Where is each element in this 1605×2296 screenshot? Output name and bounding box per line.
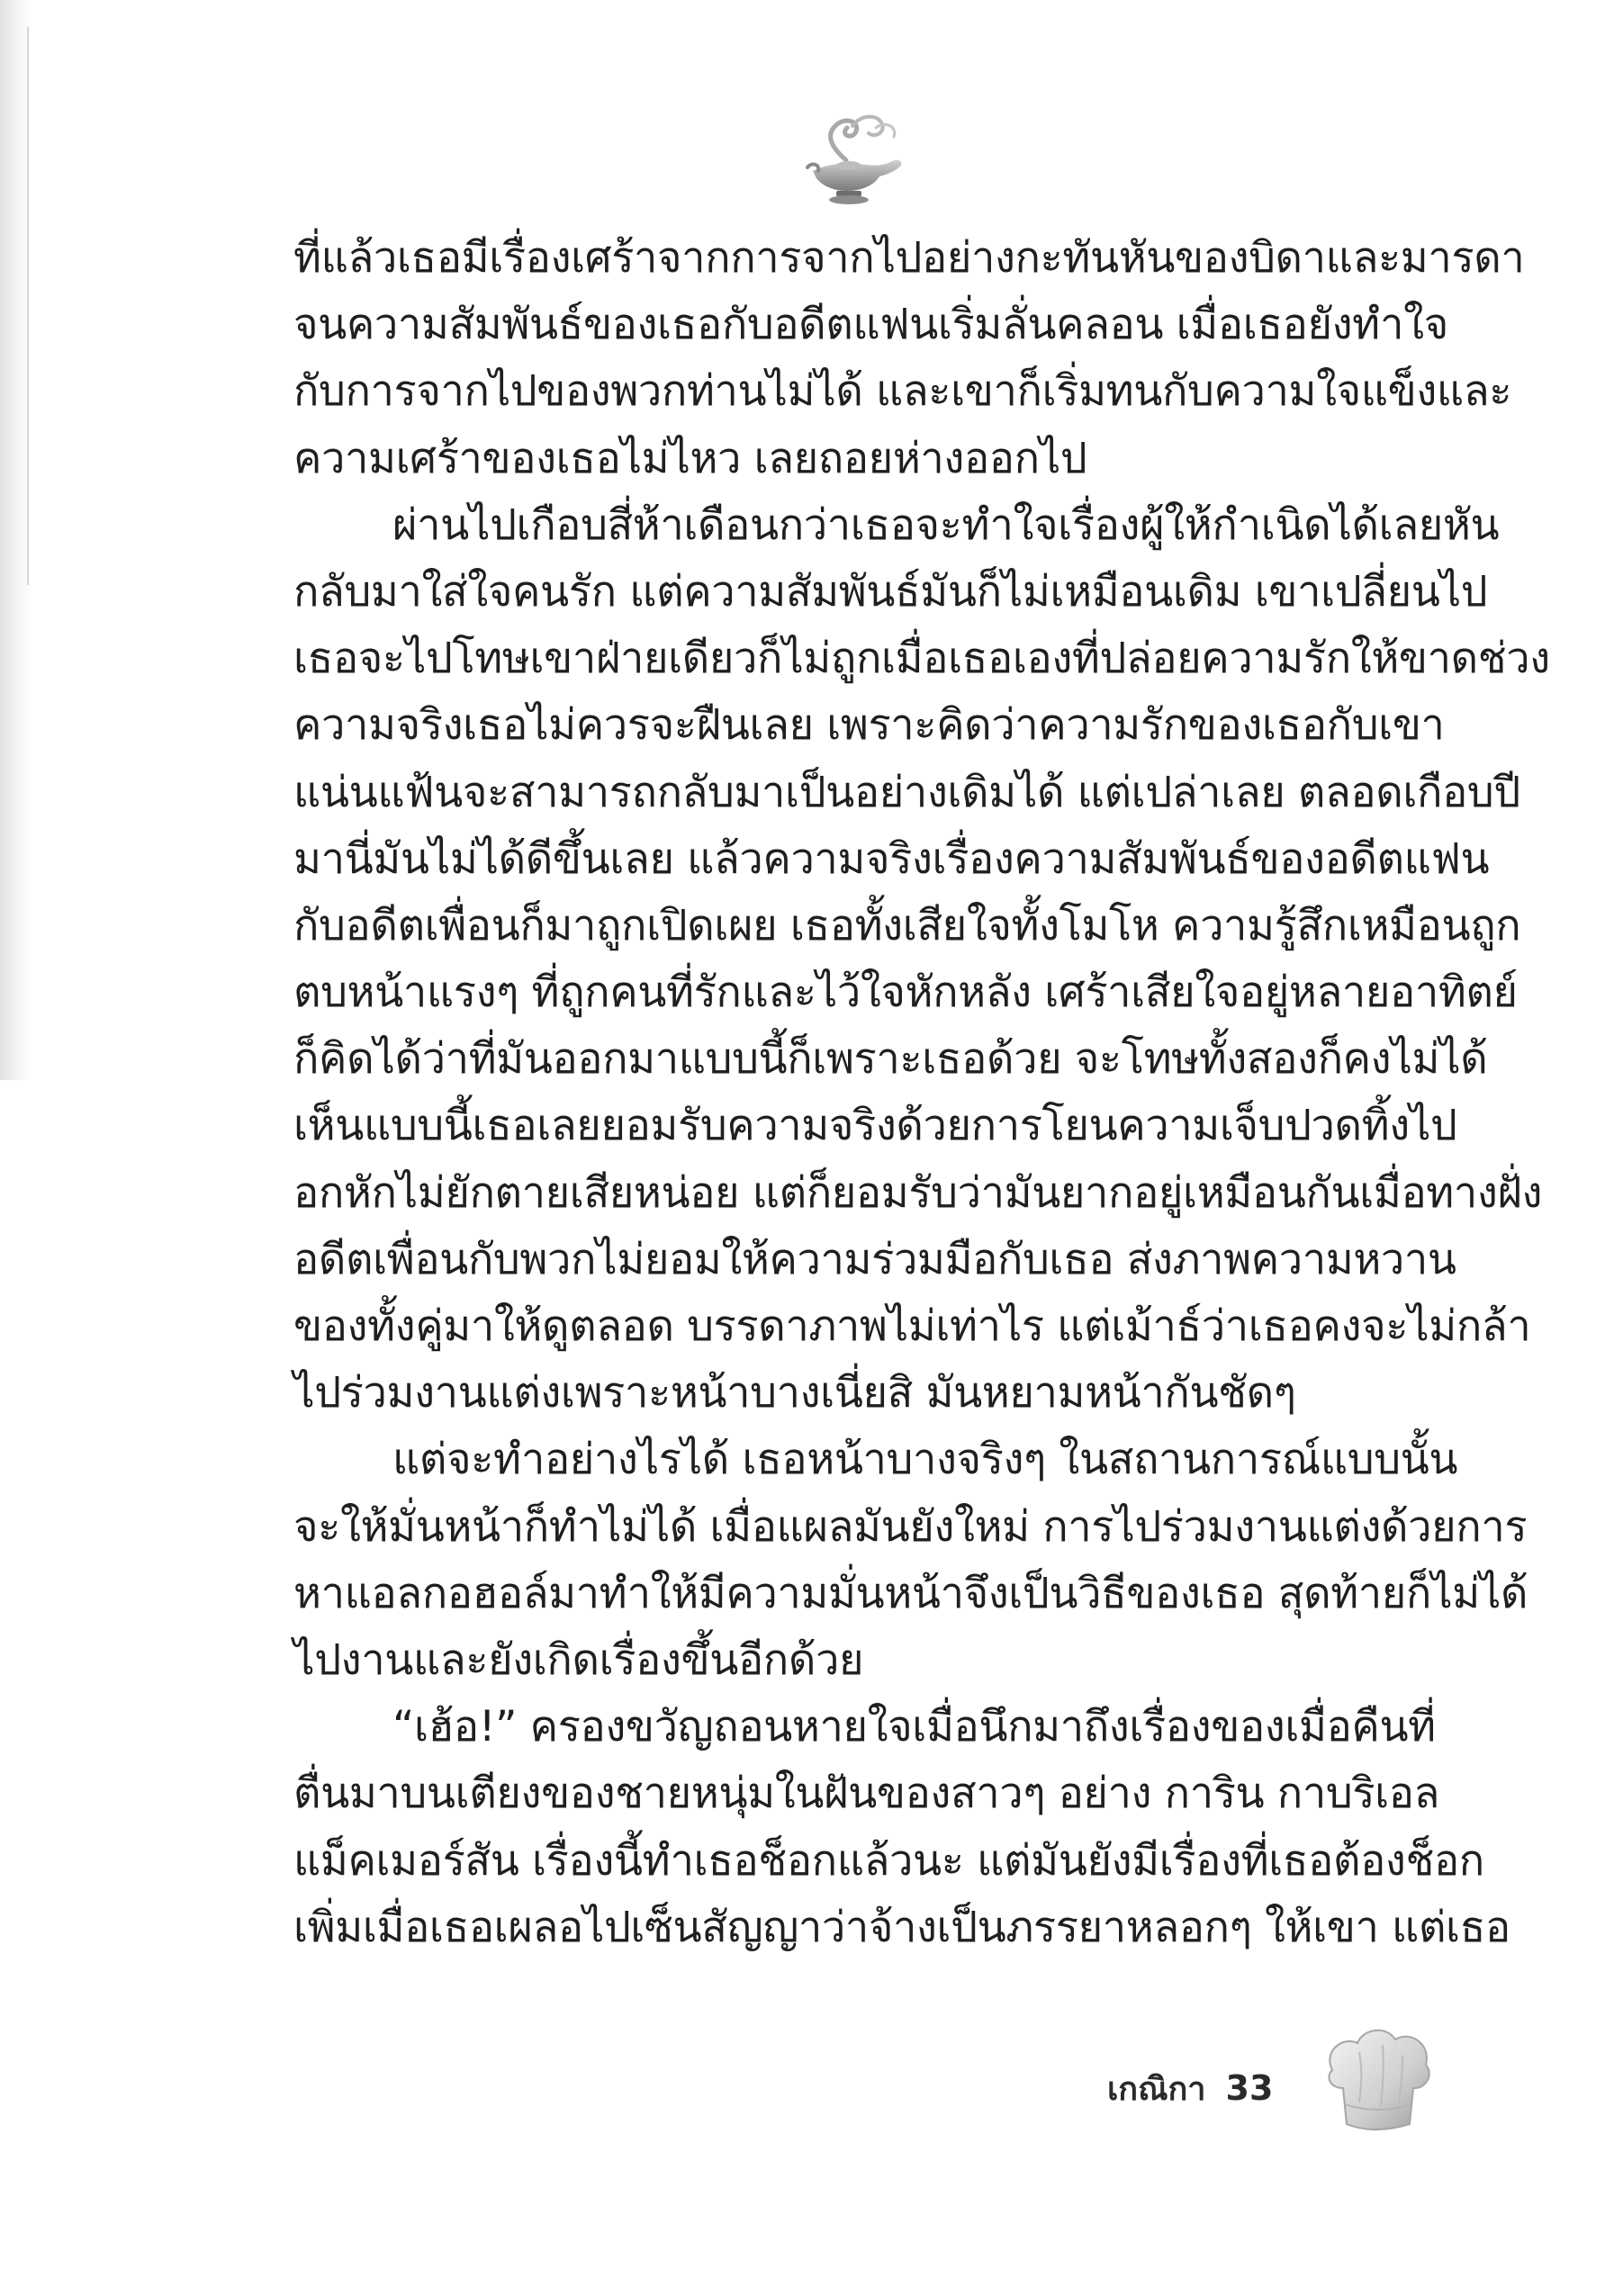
- text-line: อกหักไม่ยักตายเสียหน่อย แต่ก็ยอมรับว่ามันยากอยู่เหมือนกันเมื่อทางฝั่ง: [293, 1167, 1543, 1218]
- text-line: กลับมาใส่ใจคนรัก แต่ความสัมพันธ์มันก็ไม่เหมือนเดิม เขาเปลี่ยนไป: [293, 566, 1488, 617]
- text-line: มานี่มันไม่ได้ดีขึ้นเลย แล้วความจริงเรื่องความสัมพันธ์ของอดีตแฟน: [293, 833, 1490, 884]
- magic-lamp-icon: [797, 108, 909, 207]
- body-text: [293, 225, 1550, 1961]
- text-line: ก็คิดได้ว่าที่มันออกมาแบบนี้ก็เพราะเธอด้วย จะโทษทั้งสองก็คงไม่ได้: [293, 1034, 1488, 1085]
- chef-hat-icon: [1323, 2025, 1436, 2142]
- text-line: ที่แล้วเธอมีเรื่องเศร้าจากการจากไปอย่างกะทันหันของบิดาและมารดา: [293, 233, 1525, 283]
- text-line: กับการจากไปของพวกท่านไม่ได้ และเขาก็เริ่มทนกับความใจแข็งและ: [293, 366, 1512, 417]
- text-line: ความจริงเธอไม่ควรจะฝืนเลย เพราะคิดว่าความรักของเธอกับเขา: [293, 700, 1445, 751]
- text-line: ของทั้งคู่มาให้ดูตลอด บรรดาภาพไม่เท่าไร แต่เม้าธ์ว่าเธอคงจะไม่กล้า: [293, 1301, 1531, 1351]
- text-line: ผ่านไปเกือบสี่ห้าเดือนกว่าเธอจะทำใจเรื่องผู้ให้กำเนิดได้เลยหัน: [392, 500, 1500, 550]
- text-line: จนความสัมพันธ์ของเธอกับอดีตแฟนเริ่มลั่นคลอน เมื่อเธอยังทำใจ: [293, 300, 1448, 350]
- text-line: ไปงานและยังเกิดเรื่องขึ้นอีกด้วย: [293, 1634, 864, 1685]
- text-line: เธอจะไปโทษเขาฝ่ายเดียวก็ไม่ถูกเมื่อเธอเองที่ปล่อยความรักให้ขาดช่วง: [293, 634, 1550, 684]
- running-footer-title: เกณิกา: [1107, 2070, 1206, 2108]
- text-line: กับอดีตเพื่อนก็มาถูกเปิดเผย เธอทั้งเสียใจทั้งโมโห ความรู้สึกเหมือนถูก: [293, 900, 1521, 950]
- text-line: ตบหน้าแรงๆ ที่ถูกคนที่รักและไว้ใจหักหลัง เศร้าเสียใจอยู่หลายอาทิตย์: [293, 968, 1518, 1018]
- binding-line: [27, 27, 29, 585]
- text-line: อดีตเพื่อนกับพวกไม่ยอมให้ความร่วมมือกับเธอ ส่งภาพความหวาน: [293, 1234, 1456, 1284]
- text-line: แม็คเมอร์สัน เรื่องนี้ทำเธอช็อกแล้วนะ แต่มันยังมีเรื่องที่เธอต้องช็อก: [293, 1835, 1484, 1886]
- text-line: ตื่นมาบนเตียงของชายหนุ่มในฝันของสาวๆ อย่าง การิน กาบริเอล: [293, 1769, 1440, 1819]
- text-line: เห็นแบบนี้เธอเลยยอมรับความจริงด้วยการโยนความเจ็บปวดทิ้งไป: [293, 1101, 1457, 1151]
- page-number: 33: [1225, 2068, 1274, 2108]
- page-footer: [1107, 2057, 1273, 2120]
- text-line: เพิ่มเมื่อเธอเผลอไปเซ็นสัญญาว่าจ้างเป็นภรรยาหลอกๆ ให้เขา แต่เธอ: [293, 1902, 1510, 1952]
- text-line: แน่นแฟ้นจะสามารถกลับมาเป็นอย่างเดิมได้ แต่เปล่าเลย ตลอดเกือบปี: [293, 767, 1520, 817]
- text-line: หาแอลกอฮอล์มาทำให้มีความมั่นหน้าจึงเป็นวิธีของเธอ สุดท้ายก็ไม่ได้: [293, 1568, 1528, 1618]
- text-line: แต่จะทำอย่างไรได้ เธอหน้าบางจริงๆ ในสถานการณ์แบบนั้น: [392, 1435, 1458, 1485]
- text-line: จะให้มั่นหน้าก็ทำไม่ได้ เมื่อแผลมันยังใหม่ การไปร่วมงานแต่งด้วยการ: [293, 1501, 1528, 1552]
- text-line: ความเศร้าของเธอไม่ไหว เลยถอยห่างออกไป: [293, 433, 1087, 483]
- text-line: ไปร่วมงานแต่งเพราะหน้าบางเนี่ยสิ มันหยามหน้ากันชัดๆ: [293, 1368, 1296, 1418]
- text-line: “เฮ้อ!” ครองขวัญถอนหายใจเมื่อนึกมาถึงเรื่องของเมื่อคืนที่: [392, 1702, 1436, 1752]
